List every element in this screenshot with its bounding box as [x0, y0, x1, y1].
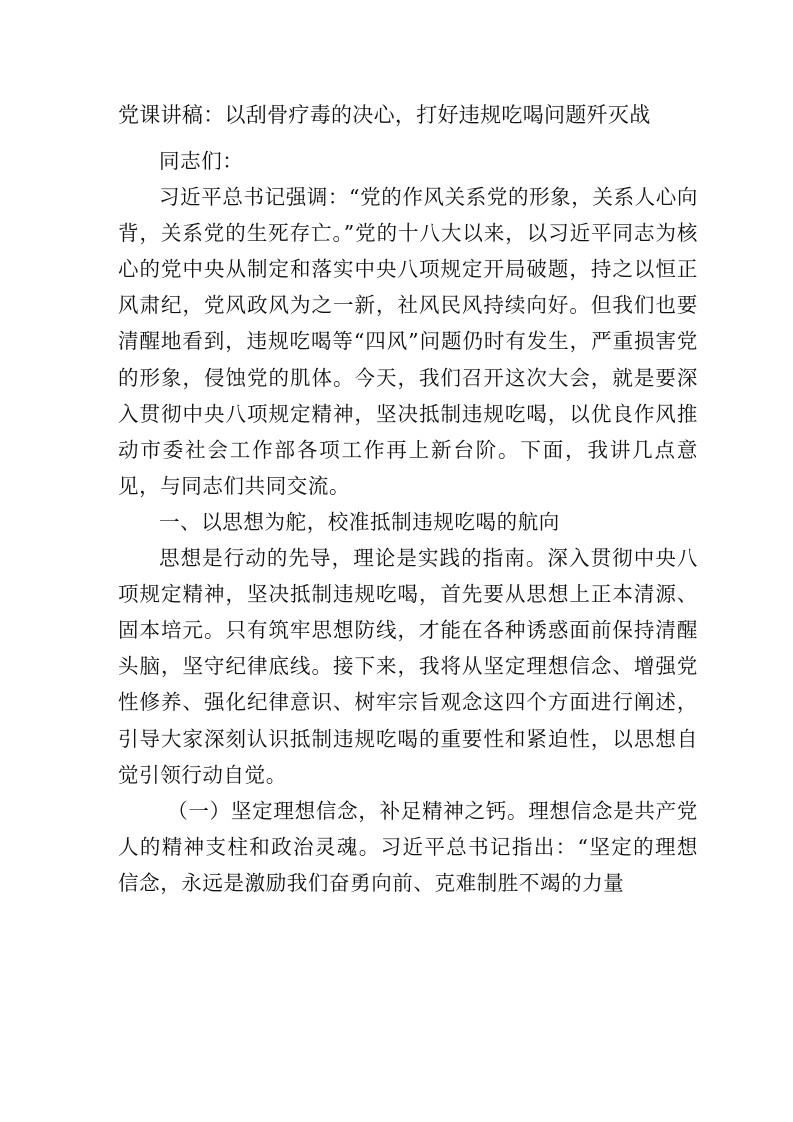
document-body	[118, 143, 698, 901]
subsection-paragraph: （一）坚定理想信念，补足精神之钙。理想信念是共产党人的精神支柱和政治灵魂。习近平总书记指出：“坚定的理想信念，永远是激励我们奋勇向前、克难制胜不竭的力量	[118, 798, 698, 895]
section-paragraph: 思想是行动的先导，理论是实践的指南。深入贯彻中央八项规定精神，坚决抵制违规吃喝，首先要从思想上正本清源、固本培元。只有筑牢思想防线，才能在各种诱惑面前保持清醒头脑，坚守纪律底线。接下来，我将从坚定理想信念、增强党性修养、强化纪律意识、树牢宗旨观念这四个方面进行阐述，引导大家深刻认识抵制违规吃喝的重要性和紧迫性，以思想自觉引领行动自觉。	[118, 546, 698, 787]
document-title: 党课讲稿：以刮骨疗毒的决心，打好违规吃喝问题歼灭战	[118, 103, 651, 127]
salutation: 同志们：	[159, 149, 244, 173]
intro-paragraph: 习近平总书记强调：“党的作风关系党的形象，关系人心向背，关系党的生死存亡。”党的十八大以来，以习近平同志为核心的党中央从制定和落实中央八项规定开局破题，持之以恒正风肃纪，党风政风为之一新，社风民风持续向好。但我们也要清醒地看到，违规吃喝等“四风”问题仍时有发生，严重损害党的形象，侵蚀党的肌体。今天，我们召开这次大会，就是要深入贯彻中央八项规定精神，坚决抵制违规吃喝，以优良作风推动市委社会工作部各项工作再上新台阶。下面，我讲几点意见，与同志们共同交流。	[118, 185, 698, 498]
section-heading: 一、以思想为舵，校准抵制违规吃喝的航向	[159, 509, 560, 534]
